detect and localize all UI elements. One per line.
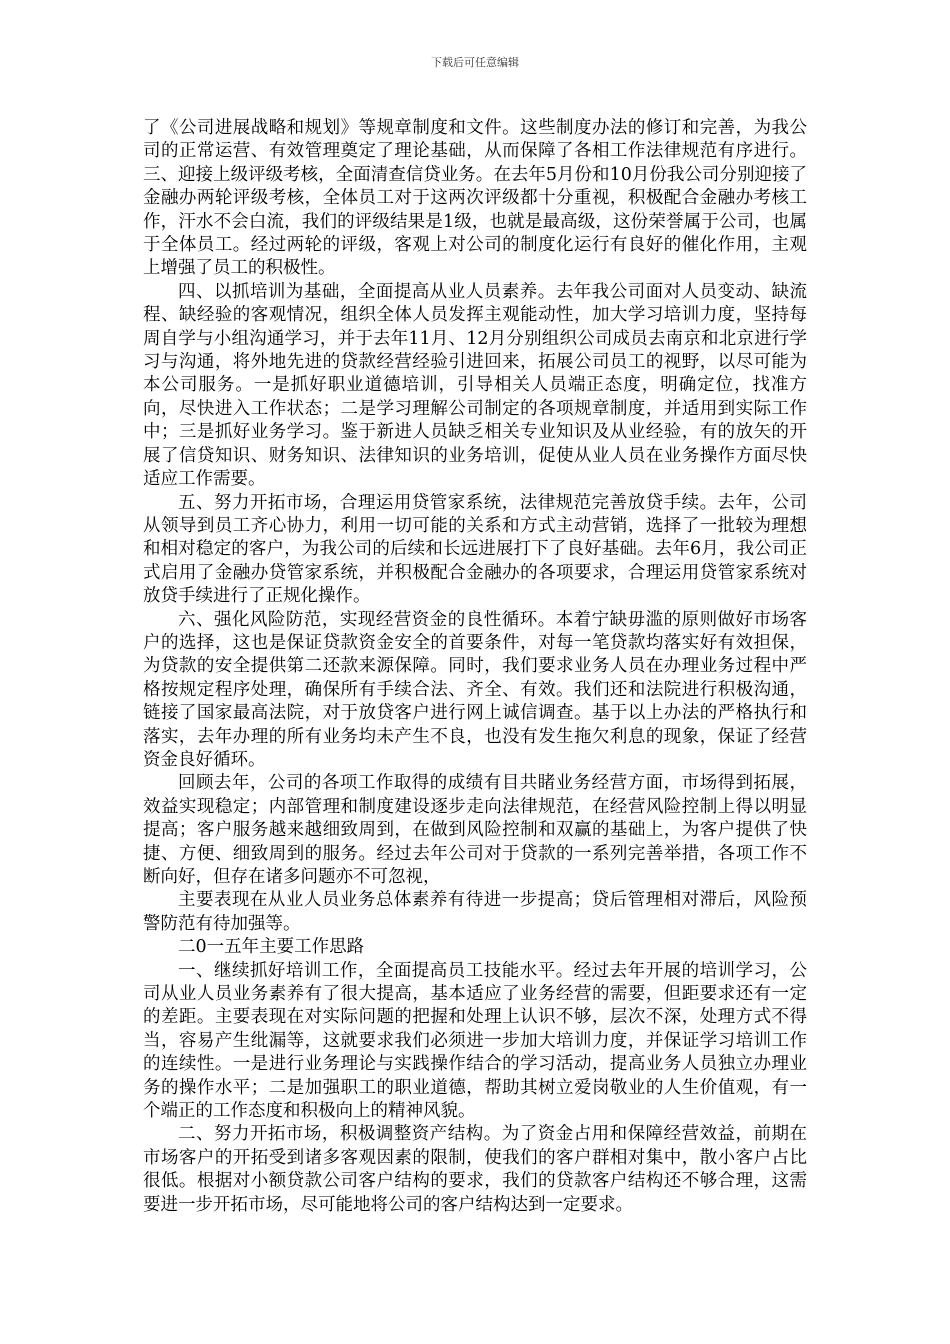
paragraph-1: 了《公司进展战略和规划》等规章制度和文件。这些制度办法的修订和完善，为我公司的正常运营、有效管理奠定了理论基础，从而保障了各相工作法律规范有序进行。三、迎接上级评级考核，全面清查信贷业务。在去年5月份和10月份我公司分别迎接了金融办两轮评级考核，全体员工对于这两次评级都十分重视，积极配合金融办考核工作，汗水不会白流，我们的评级结果是1级，也就是最高级，这份荣誉属于公司，也属于全体员工。经过两轮的评级，客观上对公司的制度化运行有良好的催化作用，主观上增强了员工的积极性。 [143, 118, 807, 279]
paragraph-3: 五、努力开拓市场，合理运用贷管家系统，法律规范完善放贷手续。去年，公司从领导到员工齐心协力，利用一切可能的关系和方式主动营销，选择了一批较为理想和相对稳定的客户，为我公司的后续和长远进展打下了良好基础。去年6月，我公司正式启用了金融办贷管家系统，并积极配合金融办的各项要求，合理运用贷管家系统对放贷手续进行了正规化操作。 [143, 492, 807, 607]
paragraph-8: 二、努力开拓市场，积极调整资产结构。为了资金占用和保障经营效益，前期在市场客户的开拓受到诸多客观因素的限制，使我们的客户群相对集中，散小客户占比很低。根据对小额贷款公司客户结构的要求，我们的贷款客户结构还不够合理，这需要进一步开拓市场，尽可能地将公司的客户结构达到一定要求。 [143, 1124, 807, 1215]
paragraph-7: 一、继续抓好培训工作，全面提高员工技能水平。经过去年开展的培训学习，公司从业人员业务素养有了很大提高，基本适应了业务经营的需要，但距要求还有一定的差距。主要表现在对实际问题的把握和处理上认识不够，层次不深，处理方式不得当，容易产生纰漏等，这就要求我们必须进一步加大培训力度，并保证学习培训工作的连续性。一是进行业务理论与实践操作结合的学习活动，提高业务人员独立办理业务的操作水平；二是加强职工的职业道德，帮助其树立爱岗敬业的人生价值观，有一个端正的工作态度和积极向上的精神风貌。 [143, 960, 807, 1122]
page-header [0, 56, 950, 70]
paragraph-2: 四、以抓培训为基础，全面提高从业人员素养。去年我公司面对人员变动、缺流程、缺经验的客观情况，组织全体人员发挥主观能动性，加大学习培训力度，坚持每周自学与小组沟通学习，并于去年11月、12月分别组织公司成员去南京和北京进行学习与沟通，将外地先进的贷款经营经验引进回来，拓展公司员工的视野，以尽可能为本公司服务。一是抓好职业道德培训，引导相关人员端正态度，明确定位，找准方向，尽快进入工作状态；二是学习理解公司制定的各项规章制度，并适用到实际工作中；三是抓好业务学习。鉴于新进人员缺乏相关专业知识及从业经验，有的放矢的开展了信贷知识、财务知识、法律知识的业务培训，促使从业人员在业务操作方面尽快适应工作需要。 [143, 281, 807, 490]
section-heading: 二0一五年主要工作思路 [178, 937, 365, 958]
paragraph-4: 六、强化风险防范，实现经营资金的良性循环。本着宁缺毋滥的原则做好市场客户的选择，这也是保证贷款资金安全的首要条件，对每一笔贷款均落实好有效担保，为贷款的安全提供第二还款来源保障。同时，我们要求业务人员在办理业务过程中严格按规定程序处理，确保所有手续合法、齐全、有效。我们还和法院进行积极沟通，链接了国家最高法院，对于放贷客户进行网上诚信调查。基于以上办法的严格执行和落实，去年办理的所有业务均未产生不良，也没有发生拖欠利息的现象，保证了经营资金良好循环。 [143, 609, 807, 770]
header-text: 下载后可任意编辑 [431, 56, 519, 69]
paragraph-5: 回顾去年，公司的各项工作取得的成绩有目共睹业务经营方面，市场得到拓展，效益实现稳定；内部管理和制度建设逐步走向法律规范，在经营风险控制上得以明显提高；客户服务越来越细致周到，在做到风险控制和双赢的基础上，为客户提供了快捷、方便、细致周到的服务。经过去年公司对于贷款的一系列完善举措，各项工作不断向好，但存在诸多问题亦不可忽视， [143, 773, 807, 887]
paragraph-6: 主要表现在从业人员业务总体素养有待进一步提高；贷后管理相对滞后，风险预警防范有待加强等。 [143, 890, 807, 934]
document-body [143, 117, 807, 1217]
